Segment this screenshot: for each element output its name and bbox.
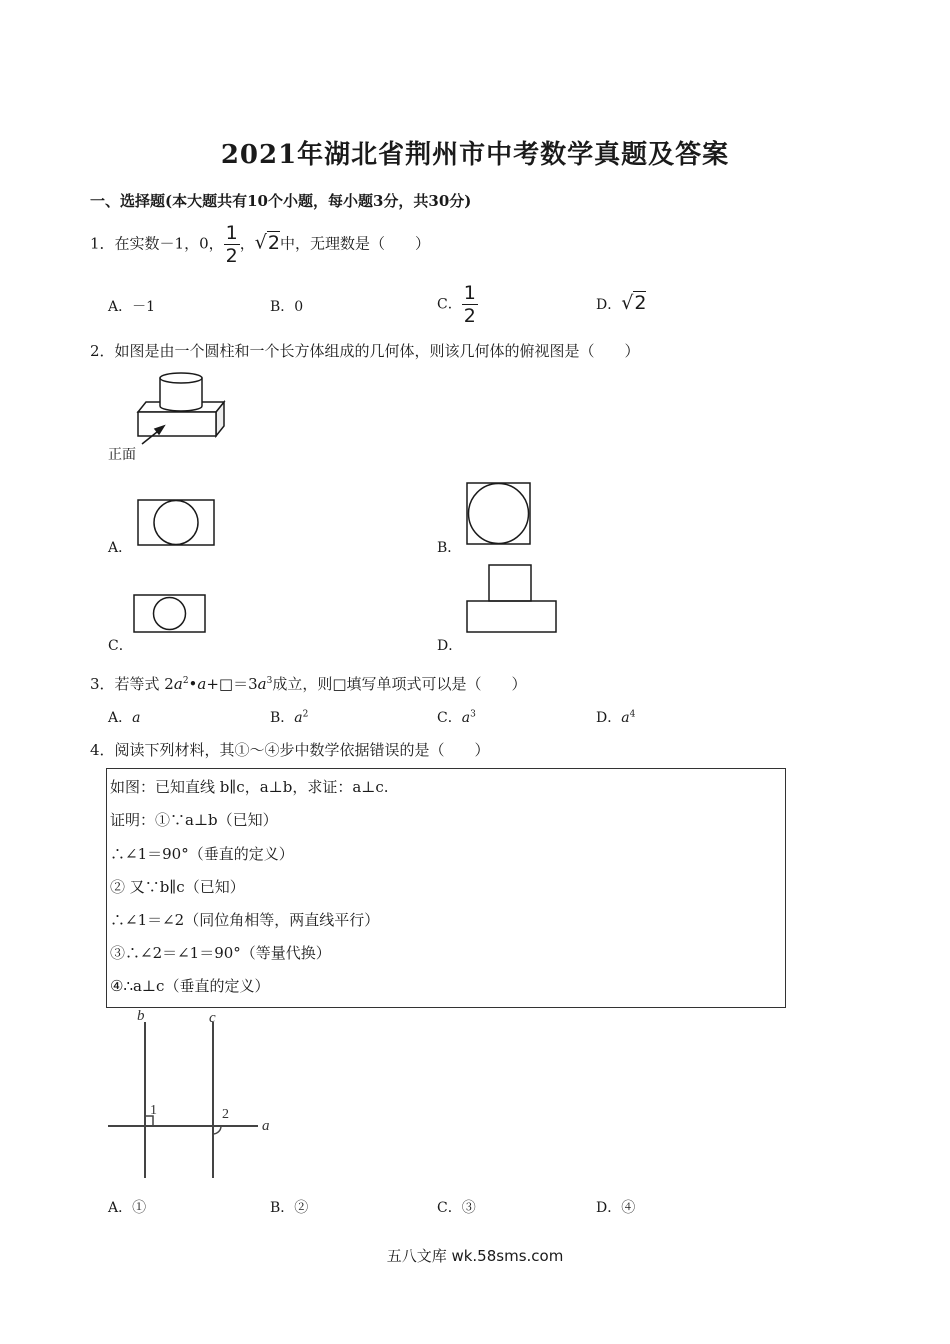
- q3-option-d: [596, 707, 635, 727]
- q2-option-d-figure: [466, 564, 558, 634]
- option-a-circle: [154, 501, 198, 545]
- q1-sqrt: [255, 231, 280, 254]
- q1-sqrt-val: 2: [267, 231, 280, 254]
- q2-option-a-figure: [137, 499, 215, 547]
- option-a-rect: [138, 500, 214, 545]
- q1-fraction: [224, 222, 240, 267]
- q1-frac-num: 1: [225, 222, 238, 244]
- q2-option-b: B．: [437, 540, 462, 556]
- q1-option-c-num: 1: [463, 282, 476, 304]
- q3-stem-2: +□＝3: [206, 675, 258, 693]
- q4-parallel-lines-figure: [100, 1008, 290, 1183]
- q3-option-c-label: C．: [437, 710, 462, 726]
- label-a: a: [262, 1118, 270, 1134]
- q2-option-d: D．: [437, 638, 463, 654]
- box-front-face: [138, 412, 216, 436]
- footer-watermark: 五八文库 wk.58sms.com: [386, 1247, 564, 1265]
- q3-sup-1: 2: [182, 676, 189, 686]
- q3-option-b-sup: 2: [302, 709, 309, 720]
- q3-var-a2: a: [197, 675, 207, 693]
- question-4-stem: 4．阅读下列材料，其①～④步中数学依据错误的是（ ）: [90, 741, 490, 759]
- label-c: c: [209, 1010, 216, 1026]
- q1-frac-den: 2: [225, 245, 238, 267]
- q1-option-d-sym: √: [621, 292, 634, 314]
- q1-option-b: B．0: [270, 299, 304, 315]
- angle-2-arc: [213, 1126, 221, 1134]
- label-angle-1: 1: [150, 1103, 157, 1118]
- q3-option-a-label: A．: [108, 710, 133, 726]
- label-b: b: [137, 1008, 145, 1024]
- q3-var-a3: a: [257, 675, 267, 693]
- section-heading: 一、选择题(本大题共有10个小题，每小题3分，共30分): [90, 192, 472, 210]
- q2-option-c: C．: [108, 638, 133, 654]
- question-2-stem: 2．如图是由一个圆柱和一个长方体组成的几何体，则该几何体的俯视图是（ ）: [90, 342, 640, 360]
- proof-line-given: 如图：已知直线 b∥c，a⊥b，求证：a⊥c.: [110, 778, 389, 796]
- q3-option-b-var: a: [294, 710, 303, 726]
- q1-prefix: 1．在实数－1，0，: [90, 234, 224, 253]
- proof-line-4: ∴∠1＝∠2（同位角相等，两直线平行）: [110, 911, 380, 929]
- q3-option-a-var: a: [132, 710, 141, 726]
- q3-stem-1: 3．若等式 2: [90, 675, 174, 693]
- proof-line-3: ② 又∵b∥c（已知）: [110, 878, 245, 896]
- q1-comma: ，: [239, 234, 255, 253]
- cylinder-top-ellipse: [160, 373, 202, 383]
- q3-dot: •: [188, 675, 198, 693]
- q2-option-c-figure: [133, 594, 207, 634]
- q3-option-b-label: B．: [270, 710, 295, 726]
- q1-suffix: 中，无理数是（ ）: [279, 234, 430, 253]
- q1-option-c-fraction: [462, 282, 478, 327]
- label-angle-2: 2: [222, 1107, 229, 1122]
- q3-sup-3: 3: [266, 676, 273, 686]
- q3-option-b: [270, 707, 308, 727]
- q1-option-c: [437, 282, 478, 327]
- option-c-rect: [134, 595, 205, 632]
- q1-option-d: [596, 292, 646, 314]
- q2-option-b-figure: [466, 482, 532, 546]
- q1-sqrt-sym: √: [254, 231, 267, 254]
- q2-option-a: A．: [108, 540, 133, 556]
- q1-option-c-den: 2: [463, 305, 476, 327]
- q3-var-a1: a: [173, 675, 183, 693]
- proof-line-5: ③∴∠2＝∠1＝90°（等量代换）: [110, 944, 331, 962]
- proof-line-1: 证明：①∵a⊥b（已知）: [110, 811, 278, 829]
- q1-option-d-label: D．: [596, 297, 622, 313]
- q3-option-c-var: a: [461, 710, 471, 726]
- proof-line-2: ∴∠1＝90°（垂直的定义）: [110, 845, 294, 863]
- q1-option-d-val: 2: [634, 292, 647, 314]
- q3-option-d-var: a: [621, 710, 630, 726]
- question-3-stem: [90, 673, 527, 694]
- question-1-stem: [90, 222, 430, 267]
- option-d-top-rect: [489, 565, 531, 601]
- page-title: 2021年湖北省荆州市中考数学真题及答案: [220, 140, 730, 170]
- q3-option-a: [108, 707, 140, 727]
- option-b-circle: [469, 484, 529, 544]
- q3-option-c: [437, 707, 476, 727]
- option-d-bottom-rect: [467, 601, 556, 632]
- q1-option-d-sqrt: [621, 291, 646, 314]
- q3-option-c-sup: 3: [470, 709, 476, 720]
- proof-line-6: ④∴a⊥c（垂直的定义）: [110, 977, 270, 995]
- q1-option-a: A．－1: [108, 299, 156, 315]
- q4-option-c: C．③: [437, 1200, 476, 1216]
- q4-option-d: D．④: [596, 1200, 636, 1216]
- q1-option-c-label: C．: [437, 296, 462, 313]
- q4-option-a: A．①: [108, 1200, 147, 1216]
- option-c-circle: [154, 598, 186, 630]
- q3-option-d-label: D．: [596, 710, 622, 726]
- q4-option-b: B．②: [270, 1200, 309, 1216]
- q3-stem-3: 成立，则□填写单项式可以是（ ）: [272, 675, 527, 693]
- q3-option-d-sup: 4: [629, 709, 636, 720]
- front-view-label: 正面: [108, 447, 136, 463]
